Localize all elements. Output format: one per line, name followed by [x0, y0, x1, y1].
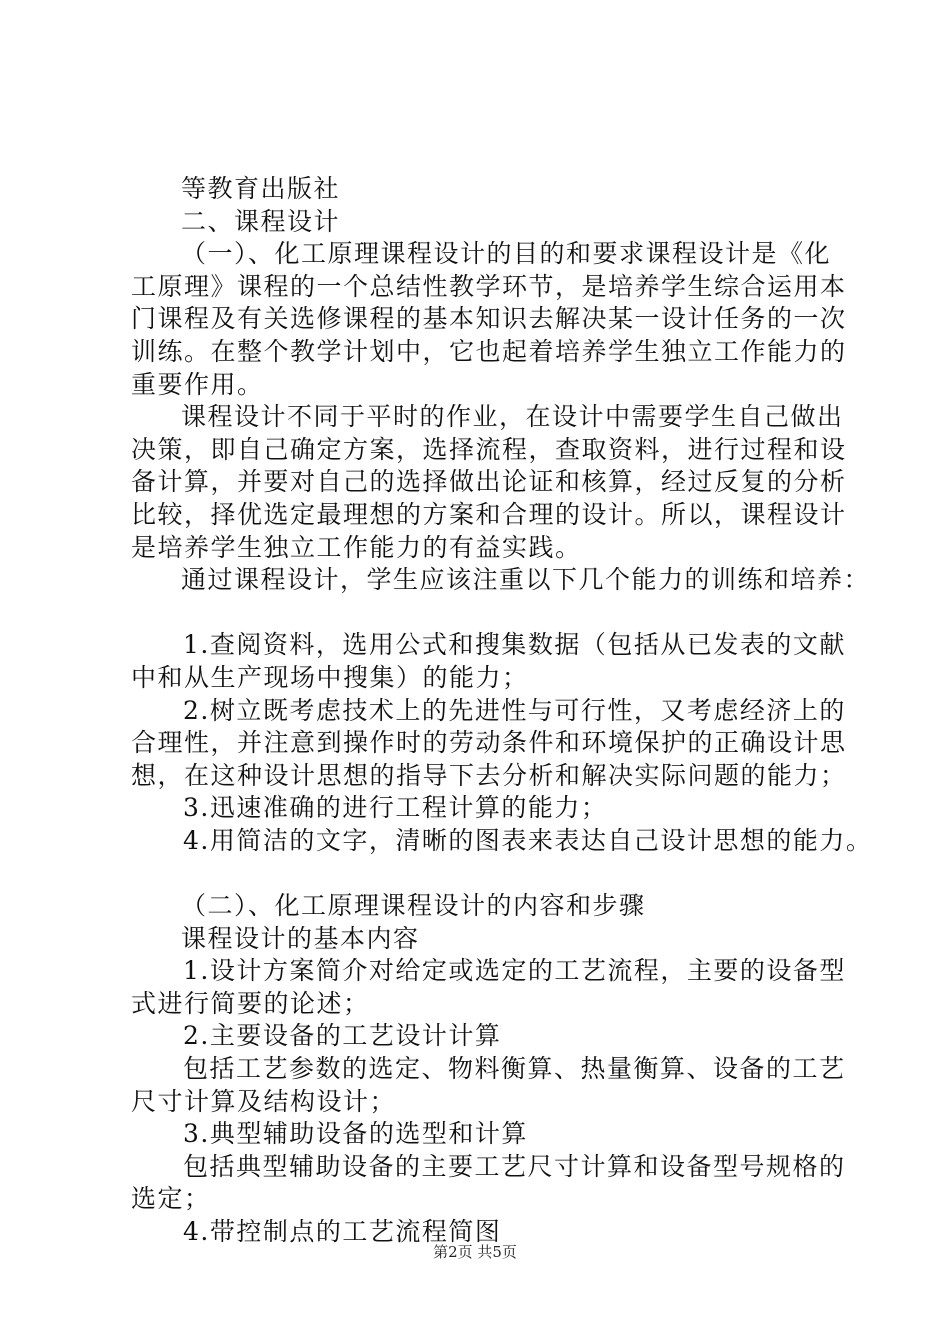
text-line: 门课程及有关选修课程的基本知识去解决某一设计任务的一次	[131, 304, 847, 334]
list-item: 4.带控制点的工艺流程简图	[183, 1217, 502, 1246]
text-line: 通过课程设计，学生应该注重以下几个能力的训练和培养：	[181, 565, 871, 595]
list-item: 3.典型辅助设备的选型和计算	[183, 1119, 528, 1149]
text-line: 重要作用。	[131, 369, 264, 399]
text-line: 训练。在整个教学计划中，它也起着培养学生独立工作能力的	[131, 336, 847, 366]
text-line: 是培养学生独立工作能力的有益实践。	[131, 532, 582, 562]
subsection-heading: （二）、化工原理课程设计的内容和步骤	[181, 891, 646, 921]
list-item: 1.设计方案简介对给定或选定的工艺流程，主要的设备型	[183, 956, 846, 986]
text-line: 课程设计的基本内容	[181, 923, 420, 953]
text-line: 选定；	[131, 1184, 211, 1214]
text-line: 中和从生产现场中搜集）的能力；	[131, 662, 529, 692]
blank-line	[131, 597, 843, 630]
text-line: 等教育出版社	[181, 174, 341, 203]
blank-line	[131, 857, 843, 890]
text-line: 课程设计不同于平时的作业，在设计中需要学生自己做出	[181, 402, 844, 432]
text-line: 包括工艺参数的选定、物料衡算、热量衡算、设备的工艺	[183, 1054, 846, 1084]
text-line: 包括典型辅助设备的主要工艺尺寸计算和设备型号规格的	[183, 1151, 846, 1181]
text-line: 决策，即自己确定方案，选择流程，查取资料，进行过程和设	[131, 434, 847, 464]
subsection-heading: （一）、化工原理课程设计的目的和要求课程设计是《化	[181, 239, 832, 269]
list-item: 1.查阅资料，选用公式和搜集数据（包括从已发表的文献	[183, 630, 846, 660]
list-item: 3.迅速准确的进行工程计算的能力；	[183, 793, 608, 823]
text-line: 尺寸计算及结构设计；	[131, 1086, 397, 1116]
text-line: 工原理》课程的一个总结性教学环节，是培养学生综合运用本	[131, 271, 847, 301]
page-number-footer: 第2页 共5页	[433, 1243, 517, 1261]
text-line: 备计算，并要对自己的选择做出论证和核算，经过反复的分析	[131, 467, 847, 497]
list-item: 2.树立既考虑技术上的先进性与可行性，又考虑经济上的	[183, 695, 846, 725]
list-item: 2.主要设备的工艺设计计算	[183, 1021, 502, 1051]
list-item: 4.用简洁的文字，清晰的图表来表达自己设计思想的能力。	[183, 825, 873, 855]
text-line: 合理性，并注意到操作时的劳动条件和环境保护的正确设计思	[131, 728, 847, 758]
text-line: 想，在这种设计思想的指导下去分析和解决实际问题的能力；	[131, 760, 847, 790]
section-heading: 二、课程设计	[181, 206, 341, 236]
text-line: 比较，择优选定最理想的方案和合理的设计。所以，课程设计	[131, 499, 847, 529]
text-line: 式进行简要的论述；	[131, 988, 370, 1018]
document-body	[131, 173, 873, 1249]
